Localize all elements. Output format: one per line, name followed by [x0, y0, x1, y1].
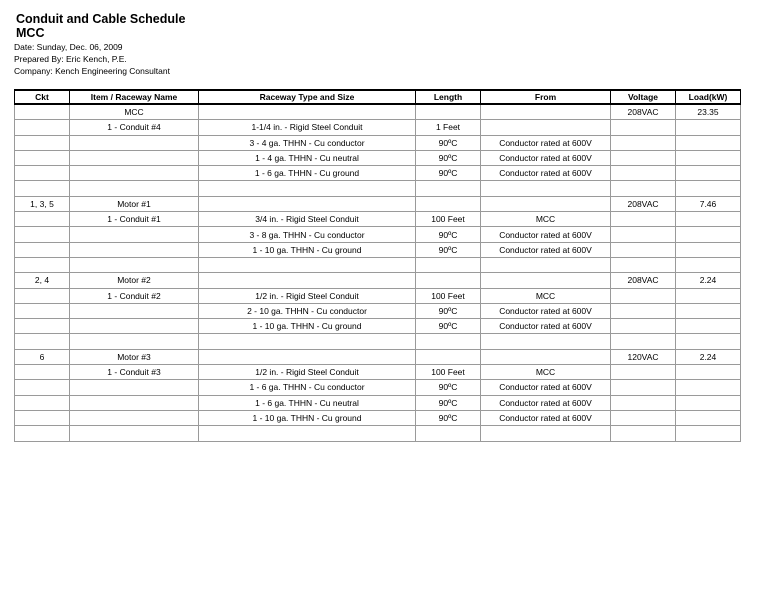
table-cell: 1 - 10 ga. THHN - Cu ground	[199, 410, 416, 425]
table-cell	[481, 257, 611, 272]
table-cell	[481, 334, 611, 349]
table-cell	[676, 410, 741, 425]
table-cell: 2 - 10 ga. THHN - Cu conductor	[199, 303, 416, 318]
table-cell	[611, 288, 676, 303]
table-cell: 1 - 6 ga. THHN - Cu conductor	[199, 380, 416, 395]
table-cell	[15, 365, 70, 380]
table-cell	[676, 395, 741, 410]
table-cell: Motor #2	[70, 273, 199, 288]
table-cell: Conductor rated at 600V	[481, 166, 611, 181]
table-cell: 90ºC	[416, 227, 481, 242]
table-cell	[416, 273, 481, 288]
table-row	[15, 395, 741, 410]
table-cell	[676, 426, 741, 441]
table-cell: 90ºC	[416, 303, 481, 318]
table-cell	[481, 181, 611, 196]
table-cell	[70, 166, 199, 181]
table-cell: Conductor rated at 600V	[481, 380, 611, 395]
table-row	[15, 196, 741, 211]
table-cell	[15, 410, 70, 425]
report-company: Company: Kench Engineering Consultant	[14, 66, 170, 76]
table-cell: 90ºC	[416, 166, 481, 181]
table-cell	[70, 181, 199, 196]
table-cell: Conductor rated at 600V	[481, 227, 611, 242]
table-cell: 90ºC	[416, 319, 481, 334]
table-cell	[15, 135, 70, 150]
table-cell	[611, 380, 676, 395]
table-cell	[199, 196, 416, 211]
table-cell	[481, 120, 611, 135]
table-cell	[70, 227, 199, 242]
table-cell	[70, 150, 199, 165]
table-row	[15, 380, 741, 395]
table-cell: 1 - 6 ga. THHN - Cu ground	[199, 166, 416, 181]
table-cell: Conductor rated at 600V	[481, 135, 611, 150]
table-cell: MCC	[481, 365, 611, 380]
table-row	[15, 257, 741, 272]
table-cell	[70, 319, 199, 334]
table-row	[15, 410, 741, 425]
table-cell: 2.24	[676, 349, 741, 364]
table-cell: Conductor rated at 600V	[481, 242, 611, 257]
table-row	[15, 120, 741, 135]
table-row	[15, 181, 741, 196]
table-cell	[15, 426, 70, 441]
table-cell: Conductor rated at 600V	[481, 319, 611, 334]
table-cell	[676, 181, 741, 196]
report-date: Date: Sunday, Dec. 06, 2009	[14, 42, 123, 52]
table-cell	[611, 319, 676, 334]
table-cell	[611, 166, 676, 181]
table-cell: 2.24	[676, 273, 741, 288]
table-row	[15, 334, 741, 349]
table-cell	[70, 334, 199, 349]
table-cell	[611, 257, 676, 272]
table-cell	[199, 104, 416, 120]
table-cell: 208VAC	[611, 196, 676, 211]
table-cell	[611, 410, 676, 425]
table-cell	[199, 257, 416, 272]
column-header: Voltage	[611, 90, 676, 104]
table-cell: 1, 3, 5	[15, 196, 70, 211]
table-cell: MCC	[481, 288, 611, 303]
table-cell	[199, 181, 416, 196]
column-header: Load(kW)	[676, 90, 741, 104]
table-cell: Conductor rated at 600V	[481, 303, 611, 318]
table-cell	[481, 426, 611, 441]
table-cell	[416, 426, 481, 441]
table-cell	[611, 334, 676, 349]
table-cell: Motor #1	[70, 196, 199, 211]
table-cell	[70, 426, 199, 441]
table-cell: 90ºC	[416, 135, 481, 150]
table-cell: Conductor rated at 600V	[481, 395, 611, 410]
table-cell	[70, 257, 199, 272]
table-cell: 120VAC	[611, 349, 676, 364]
table-cell	[481, 104, 611, 120]
table-cell	[611, 242, 676, 257]
table-row	[15, 349, 741, 364]
table-cell	[676, 227, 741, 242]
table-row	[15, 242, 741, 257]
table-cell	[15, 242, 70, 257]
table-cell	[70, 135, 199, 150]
table-cell: 100 Feet	[416, 365, 481, 380]
table-cell	[199, 334, 416, 349]
table-cell	[676, 303, 741, 318]
table-row	[15, 319, 741, 334]
table-cell: 100 Feet	[416, 212, 481, 227]
schedule-table	[14, 89, 741, 442]
table-cell	[416, 349, 481, 364]
table-cell: 1 - Conduit #3	[70, 365, 199, 380]
table-cell	[676, 166, 741, 181]
table-row	[15, 212, 741, 227]
table-cell: MCC	[481, 212, 611, 227]
table-cell	[15, 120, 70, 135]
table-cell	[416, 104, 481, 120]
table-cell	[676, 288, 741, 303]
table-row	[15, 135, 741, 150]
report-subtitle: MCC	[16, 26, 45, 40]
table-cell: 1 - Conduit #2	[70, 288, 199, 303]
report-title: Conduit and Cable Schedule	[16, 12, 186, 26]
table-cell	[70, 242, 199, 257]
table-header-row	[15, 90, 741, 104]
table-cell	[15, 334, 70, 349]
table-cell: 1 - 6 ga. THHN - Cu neutral	[199, 395, 416, 410]
table-cell: Motor #3	[70, 349, 199, 364]
table-cell: 208VAC	[611, 104, 676, 120]
table-row	[15, 303, 741, 318]
table-cell: 90ºC	[416, 380, 481, 395]
table-cell: 100 Feet	[416, 288, 481, 303]
table-cell	[481, 196, 611, 211]
table-row	[15, 365, 741, 380]
table-cell	[70, 303, 199, 318]
table-cell	[15, 104, 70, 120]
column-header: Ckt	[15, 90, 70, 104]
table-cell	[481, 273, 611, 288]
table-cell	[611, 150, 676, 165]
table-cell	[611, 303, 676, 318]
table-cell	[676, 334, 741, 349]
table-cell	[199, 426, 416, 441]
table-cell	[611, 181, 676, 196]
table-cell	[611, 135, 676, 150]
table-cell	[70, 380, 199, 395]
table-cell: 1 - 10 ga. THHN - Cu ground	[199, 319, 416, 334]
table-row	[15, 227, 741, 242]
table-cell	[15, 212, 70, 227]
table-cell: 1/2 in. - Rigid Steel Conduit	[199, 365, 416, 380]
table-cell	[611, 120, 676, 135]
table-row	[15, 150, 741, 165]
table-row	[15, 166, 741, 181]
table-cell	[199, 273, 416, 288]
table-cell: 1 - Conduit #1	[70, 212, 199, 227]
table-cell	[15, 150, 70, 165]
table-cell: 208VAC	[611, 273, 676, 288]
table-row	[15, 273, 741, 288]
table-cell	[199, 349, 416, 364]
table-cell: 90ºC	[416, 150, 481, 165]
table-cell	[15, 288, 70, 303]
table-cell: 3/4 in. - Rigid Steel Conduit	[199, 212, 416, 227]
table-cell: 1 Feet	[416, 120, 481, 135]
table-cell: 90ºC	[416, 242, 481, 257]
column-header: From	[481, 90, 611, 104]
table-cell	[676, 380, 741, 395]
table-cell	[611, 365, 676, 380]
table-cell	[611, 395, 676, 410]
table-cell	[676, 319, 741, 334]
table-cell	[676, 120, 741, 135]
table-cell	[416, 196, 481, 211]
table-cell	[15, 181, 70, 196]
table-cell	[416, 257, 481, 272]
table-cell: 1 - 10 ga. THHN - Cu ground	[199, 242, 416, 257]
table-cell: 3 - 8 ga. THHN - Cu conductor	[199, 227, 416, 242]
report-prepared-by: Prepared By: Eric Kench, P.E.	[14, 54, 127, 64]
table-cell	[676, 212, 741, 227]
table-cell: Conductor rated at 600V	[481, 150, 611, 165]
table-cell: 7.46	[676, 196, 741, 211]
table-cell: 1 - Conduit #4	[70, 120, 199, 135]
table-cell: 1-1/4 in. - Rigid Steel Conduit	[199, 120, 416, 135]
table-row	[15, 426, 741, 441]
table-cell: 90ºC	[416, 410, 481, 425]
table-cell	[15, 303, 70, 318]
table-cell	[676, 365, 741, 380]
table-cell	[70, 395, 199, 410]
column-header: Length	[416, 90, 481, 104]
table-row	[15, 104, 741, 120]
report-header	[16, 12, 185, 77]
table-cell	[611, 227, 676, 242]
table-row	[15, 288, 741, 303]
table-cell: 90ºC	[416, 395, 481, 410]
table-cell: 6	[15, 349, 70, 364]
table-cell: 2, 4	[15, 273, 70, 288]
table-cell	[611, 212, 676, 227]
table-cell	[70, 410, 199, 425]
table-cell	[676, 242, 741, 257]
table-cell: 23.35	[676, 104, 741, 120]
table-cell	[15, 319, 70, 334]
table-cell: 3 - 4 ga. THHN - Cu conductor	[199, 135, 416, 150]
table-cell	[481, 349, 611, 364]
table-cell	[676, 150, 741, 165]
table-cell: 1/2 in. - Rigid Steel Conduit	[199, 288, 416, 303]
table-cell	[416, 181, 481, 196]
table-cell	[15, 166, 70, 181]
table-cell	[15, 257, 70, 272]
table-cell	[611, 426, 676, 441]
column-header: Item / Raceway Name	[70, 90, 199, 104]
table-cell	[676, 135, 741, 150]
table-cell	[15, 380, 70, 395]
table-cell	[416, 334, 481, 349]
table-cell	[15, 395, 70, 410]
column-header: Raceway Type and Size	[199, 90, 416, 104]
table-cell: Conductor rated at 600V	[481, 410, 611, 425]
table-cell	[15, 227, 70, 242]
table-cell: 1 - 4 ga. THHN - Cu neutral	[199, 150, 416, 165]
table-cell	[676, 257, 741, 272]
table-cell: MCC	[70, 104, 199, 120]
